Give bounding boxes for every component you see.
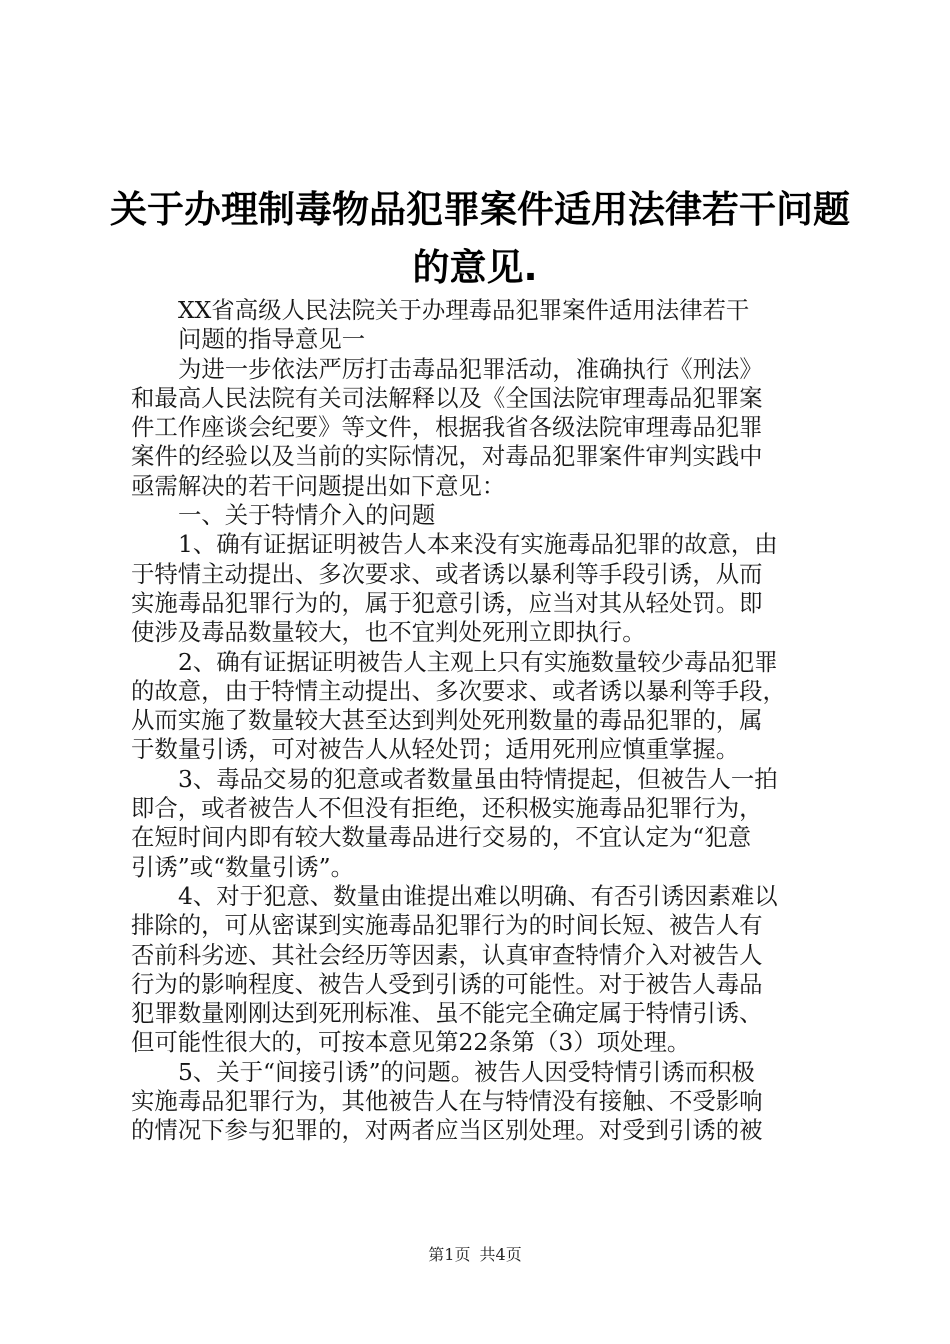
body-line: 3、毒品交易的犯意或者数量虽由特情提起，但被告人一拍 [178,764,778,793]
page-number: 第1页 [428,1245,471,1264]
body-line: 4、对于犯意、数量由谁提出难以明确、有否引诱因素难以 [178,881,778,910]
body-line: 的情况下参与犯罪的，对两者应当区别处理。对受到引诱的被 [131,1116,763,1145]
body-line: 使涉及毒品数量较大，也不宜判处死刑立即执行。 [131,618,646,647]
document-title-line-1: 关于办理制毒物品犯罪案件适用法律若干问题 [110,188,850,231]
body-line: 但可能性很大的，可按本意见第22条第（3）项处理。 [131,1028,691,1057]
body-line: 5、关于“间接引诱”的问题。被告人因受特情引诱而积极 [178,1057,755,1086]
document-title-line-2: 的意见. [412,246,538,289]
body-line: 实施毒品犯罪行为，其他被告人在与特情没有接触、不受影响 [131,1087,763,1116]
body-line: 于特情主动提出、多次要求、或者诱以暴利等手段引诱，从而 [131,559,763,588]
body-line: 为进一步依法严厉打击毒品犯罪活动，准确执行《刑法》 [178,354,763,383]
page-footer [0,1245,950,1265]
body-line: 排除的，可从密谋到实施毒品犯罪行为的时间长短、被告人有 [131,911,763,940]
body-line: 案件的经验以及当前的实际情况，对毒品犯罪案件审判实践中 [131,442,763,471]
body-line: 一、关于特情介入的问题 [178,501,436,530]
body-line: 行为的影响程度、被告人受到引诱的可能性。对于被告人毒品 [131,969,763,998]
body-line: XX省高级人民法院关于办理毒品犯罪案件适用法律若干 [178,296,750,324]
body-line: 否前科劣迹、其社会经历等因素，认真审查特情介入对被告人 [131,940,763,969]
body-line: 2、确有证据证明被告人主观上只有实施数量较少毒品犯罪 [178,647,778,676]
body-line: 实施毒品犯罪行为的，属于犯意引诱，应当对其从轻处罚。即 [131,588,763,617]
body-line: 引诱”或“数量引诱”。 [131,852,354,881]
body-line: 于数量引诱，可对被告人从轻处罚；适用死刑应慎重掌握。 [131,735,740,764]
body-line: 的故意，由于特情主动提出、多次要求、或者诱以暴利等手段， [131,676,786,705]
body-line: 1、确有证据证明被告人本来没有实施毒品犯罪的故意，由 [178,530,778,559]
body-line: 件工作座谈会纪要》等文件，根据我省各级法院审理毒品犯罪 [131,413,763,442]
body-line: 犯罪数量刚刚达到死刑标准、虽不能完全确定属于特情引诱、 [131,999,763,1028]
body-line: 问题的指导意见一 [178,325,366,354]
body-line: 和最高人民法院有关司法解释以及《全国法院审理毒品犯罪案 [131,383,763,412]
page-total: 共4页 [479,1245,522,1264]
document-body [131,296,831,1146]
body-line: 亟需解决的若干问题提出如下意见： [131,471,506,500]
body-line: 即合，或者被告人不但没有拒绝，还积极实施毒品犯罪行为， [131,794,763,823]
body-line: 从而实施了数量较大甚至达到判处死刑数量的毒品犯罪的，属 [131,706,763,735]
body-line: 在短时间内即有较大数量毒品进行交易的，不宜认定为“犯意 [131,823,752,852]
